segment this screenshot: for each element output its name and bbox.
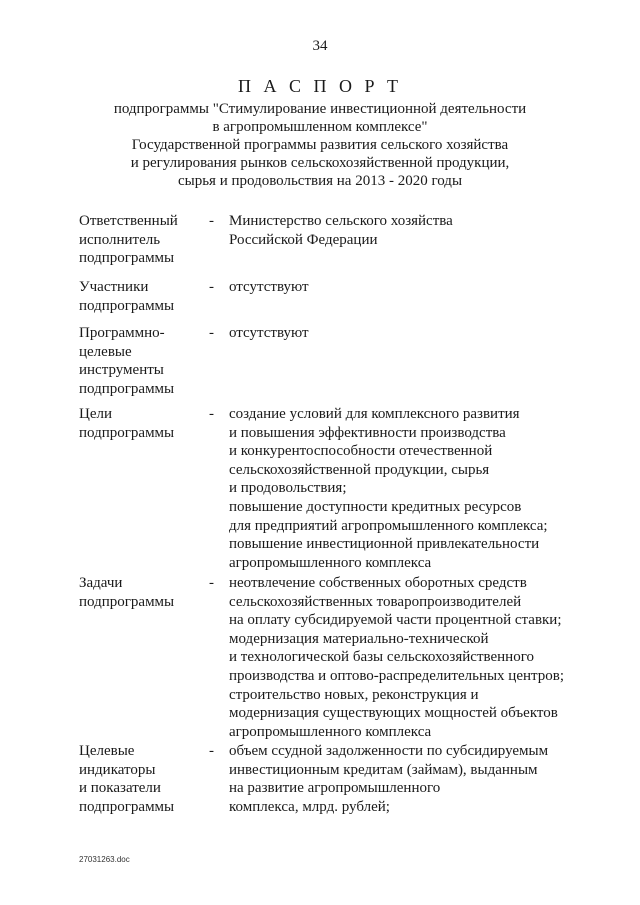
row-value <box>229 574 589 741</box>
value-line: строительство новых, реконструкция и <box>229 686 479 703</box>
subtitle-line: и регулирования рынков сельскохозяйственной продукции, <box>130 155 510 171</box>
row-label <box>79 405 204 442</box>
value-line: сельскохозяйственной продукции, сырья <box>229 461 490 478</box>
subtitle-line: в агропромышленном комплексе" <box>212 119 428 135</box>
value-line: и повышения эффективности производства <box>229 424 506 441</box>
label-line: Программно- <box>79 325 165 341</box>
row-value <box>229 324 589 343</box>
label-line: исполнитель <box>79 231 161 248</box>
row-value <box>229 742 589 816</box>
row-dash: - <box>209 213 214 229</box>
value-line: и конкурентоспособности отечественной <box>229 443 493 460</box>
value-line: агропромышленного комплекса <box>229 554 432 571</box>
value-line: Министерство сельского хозяйства <box>229 213 453 229</box>
value-line: производства и оптово-распределительных центров; <box>229 667 565 684</box>
value-line: для предприятий агропромышленного комплекса; <box>229 517 548 534</box>
document-title: П А С П О Р Т <box>237 76 402 96</box>
label-line: и показатели <box>79 780 161 797</box>
label-line: Участники <box>79 279 149 295</box>
label-line: подпрограммы <box>79 380 175 397</box>
page-number: 34 <box>312 38 328 54</box>
label-line: подпрограммы <box>79 798 175 815</box>
label-line: Целевые <box>79 743 135 759</box>
label-line: Цели <box>79 406 113 422</box>
value-line: на развитие агропромышленного <box>229 780 441 797</box>
subtitle-line: сырья и продовольствия на 2013 - 2020 годы <box>177 173 463 189</box>
label-line: инструменты <box>79 362 164 379</box>
label-line: подпрограммы <box>79 297 175 314</box>
row-dash: - <box>209 325 214 341</box>
value-line: создание условий для комплексного развития <box>229 406 520 422</box>
row-dash: - <box>209 743 214 759</box>
row-label <box>79 574 204 611</box>
row-dash: - <box>209 406 214 422</box>
row-dash: - <box>209 575 214 591</box>
row-label <box>79 324 204 398</box>
label-line: подпрограммы <box>79 593 175 610</box>
subtitle-line: Государственной программы развития сельского хозяйства <box>131 137 509 153</box>
value-line: неотвлечение собственных оборотных средств <box>229 575 527 591</box>
label-line: подпрограммы <box>79 250 175 267</box>
row-dash: - <box>209 279 214 295</box>
row-value <box>229 278 589 297</box>
value-line: и продовольствия; <box>229 480 347 497</box>
value-line: повышение доступности кредитных ресурсов <box>229 498 522 515</box>
label-line: Задачи <box>79 575 123 591</box>
row-label <box>79 278 204 315</box>
row-label <box>79 742 204 816</box>
value-line: на оплату субсидируемой части процентной ставки; <box>229 612 562 629</box>
subtitle-line: подпрограммы "Стимулирование инвестиционной деятельности <box>113 101 527 117</box>
document-subtitle <box>0 100 640 190</box>
value-line: комплекса, млрд. рублей; <box>229 798 390 815</box>
value-line: инвестиционным кредитам (займам), выданным <box>229 761 538 778</box>
value-line: Российской Федерации <box>229 231 378 248</box>
row-value <box>229 212 589 249</box>
value-line: и технологической базы сельскохозяйственного <box>229 649 534 666</box>
value-line: отсутствуют <box>229 279 309 295</box>
value-line: отсутствуют <box>229 325 309 341</box>
value-line: сельскохозяйственных товаропроизводителей <box>229 593 522 610</box>
footer-file-code: 27031263.doc <box>79 855 130 864</box>
row-value <box>229 405 589 572</box>
label-line: подпрограммы <box>79 424 175 441</box>
value-line: объем ссудной задолженности по субсидируемым <box>229 743 549 759</box>
row-label <box>79 212 204 268</box>
label-line: индикаторы <box>79 761 156 778</box>
label-line: Ответственный <box>79 213 178 229</box>
label-line: целевые <box>79 343 132 360</box>
value-line: модернизация материально-технической <box>229 630 489 647</box>
value-line: повышение инвестиционной привлекательности <box>229 536 540 553</box>
value-line: агропромышленного комплекса <box>229 723 432 740</box>
value-line: модернизация существующих мощностей объектов <box>229 705 558 722</box>
